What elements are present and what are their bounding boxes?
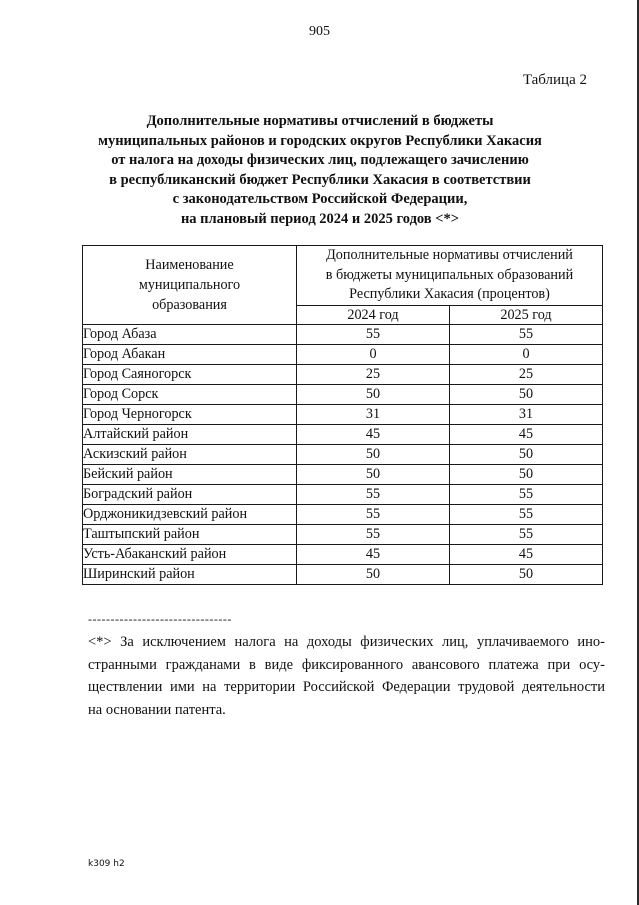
municipality-name-cell: Город Абакан	[83, 344, 297, 364]
title-line: с законодательством Российской Федерации,	[172, 191, 468, 208]
value-2025-cell: 50	[450, 564, 603, 584]
value-2024-cell: 55	[297, 484, 450, 504]
header-line: муниципального	[138, 276, 241, 293]
value-2024-cell: 31	[297, 404, 450, 424]
table-row	[83, 504, 603, 524]
title-line: муниципальных районов и городских округов Республики Хакасия	[98, 132, 542, 149]
value-2024-cell: 45	[297, 424, 450, 444]
column-header-2024: 2024 год	[297, 305, 450, 324]
municipality-name-cell: Ширинский район	[83, 564, 297, 584]
table-row	[83, 344, 603, 364]
value-2025-cell: 50	[450, 384, 603, 404]
value-2024-cell: 55	[297, 504, 450, 524]
document-title	[70, 112, 570, 230]
municipality-name-cell: Орджоникидзевский район	[83, 504, 297, 524]
column-header-norms-group	[297, 246, 603, 306]
table-row	[83, 364, 603, 384]
title-line: Дополнительные нормативы отчислений в бюджеты	[146, 113, 494, 129]
value-2025-cell: 55	[450, 504, 603, 524]
table-label: Таблица 2	[522, 72, 587, 88]
table-row	[83, 424, 603, 444]
table-row	[83, 524, 603, 544]
table-body	[83, 324, 603, 584]
table-row	[83, 544, 603, 564]
municipality-name-cell: Усть-Абаканский район	[83, 544, 297, 564]
municipality-name-cell: Город Абаза	[83, 324, 297, 344]
municipality-name-cell: Таштыпский район	[83, 524, 297, 544]
footnote	[88, 631, 605, 721]
value-2025-cell: 45	[450, 544, 603, 564]
municipality-name-cell: Бейский район	[83, 464, 297, 484]
footnote-separator: --------------------------------	[88, 612, 232, 626]
header-line: Наименование	[145, 256, 234, 273]
value-2025-cell: 25	[450, 364, 603, 384]
municipality-name-cell: Город Сорск	[83, 384, 297, 404]
footnote-line: на основании патента.	[88, 701, 226, 718]
table-row	[83, 404, 603, 424]
value-2024-cell: 0	[297, 344, 450, 364]
municipality-name-cell: Боградский район	[83, 484, 297, 504]
value-2025-cell: 0	[450, 344, 603, 364]
table-row	[83, 484, 603, 504]
title-line: в республиканский бюджет Республики Хакасия в соответствии	[109, 171, 531, 188]
value-2024-cell: 50	[297, 464, 450, 484]
column-header-2025: 2025 год	[450, 305, 603, 324]
header-line: Дополнительные нормативы отчислений	[326, 247, 573, 263]
table-row	[83, 384, 603, 404]
value-2024-cell: 55	[297, 324, 450, 344]
value-2025-cell: 55	[450, 524, 603, 544]
document-code: k309 h2	[88, 859, 125, 869]
municipality-name-cell: Аскизский район	[83, 444, 297, 464]
header-line: образования	[152, 296, 227, 313]
header-line: Республики Хакасия (процентов)	[349, 286, 550, 302]
footnote-line: <*> За исключением налога на доходы физических лиц, уплачиваемого ино-	[88, 634, 605, 650]
value-2025-cell: 50	[450, 444, 603, 464]
norms-table	[82, 245, 603, 585]
table-row	[83, 444, 603, 464]
value-2024-cell: 25	[297, 364, 450, 384]
footnote-line: ществлении ими на территории Российской Федерации трудовой деятельности	[88, 679, 605, 695]
column-header-municipality	[83, 246, 297, 325]
header-line: в бюджеты муниципальных образований	[325, 266, 574, 283]
table-row	[83, 464, 603, 484]
value-2024-cell: 55	[297, 524, 450, 544]
footnote-line: странными гражданами в виде фиксированного авансового платежа при осу-	[88, 656, 605, 673]
municipality-name-cell: Город Саяногорск	[83, 364, 297, 384]
title-line: на плановый период 2024 и 2025 годов <*>	[180, 210, 460, 227]
municipality-name-cell: Город Черногорск	[83, 404, 297, 424]
value-2025-cell: 55	[450, 324, 603, 344]
table-row	[83, 564, 603, 584]
table-row	[83, 324, 603, 344]
value-2025-cell: 50	[450, 464, 603, 484]
title-line: от налога на доходы физических лиц, подлежащего зачислению	[111, 152, 529, 169]
municipality-name-cell: Алтайский район	[83, 424, 297, 444]
value-2025-cell: 55	[450, 484, 603, 504]
value-2024-cell: 50	[297, 384, 450, 404]
value-2024-cell: 45	[297, 544, 450, 564]
page-number: 905	[309, 24, 330, 39]
value-2025-cell: 31	[450, 404, 603, 424]
value-2024-cell: 50	[297, 444, 450, 464]
value-2025-cell: 45	[450, 424, 603, 444]
value-2024-cell: 50	[297, 564, 450, 584]
